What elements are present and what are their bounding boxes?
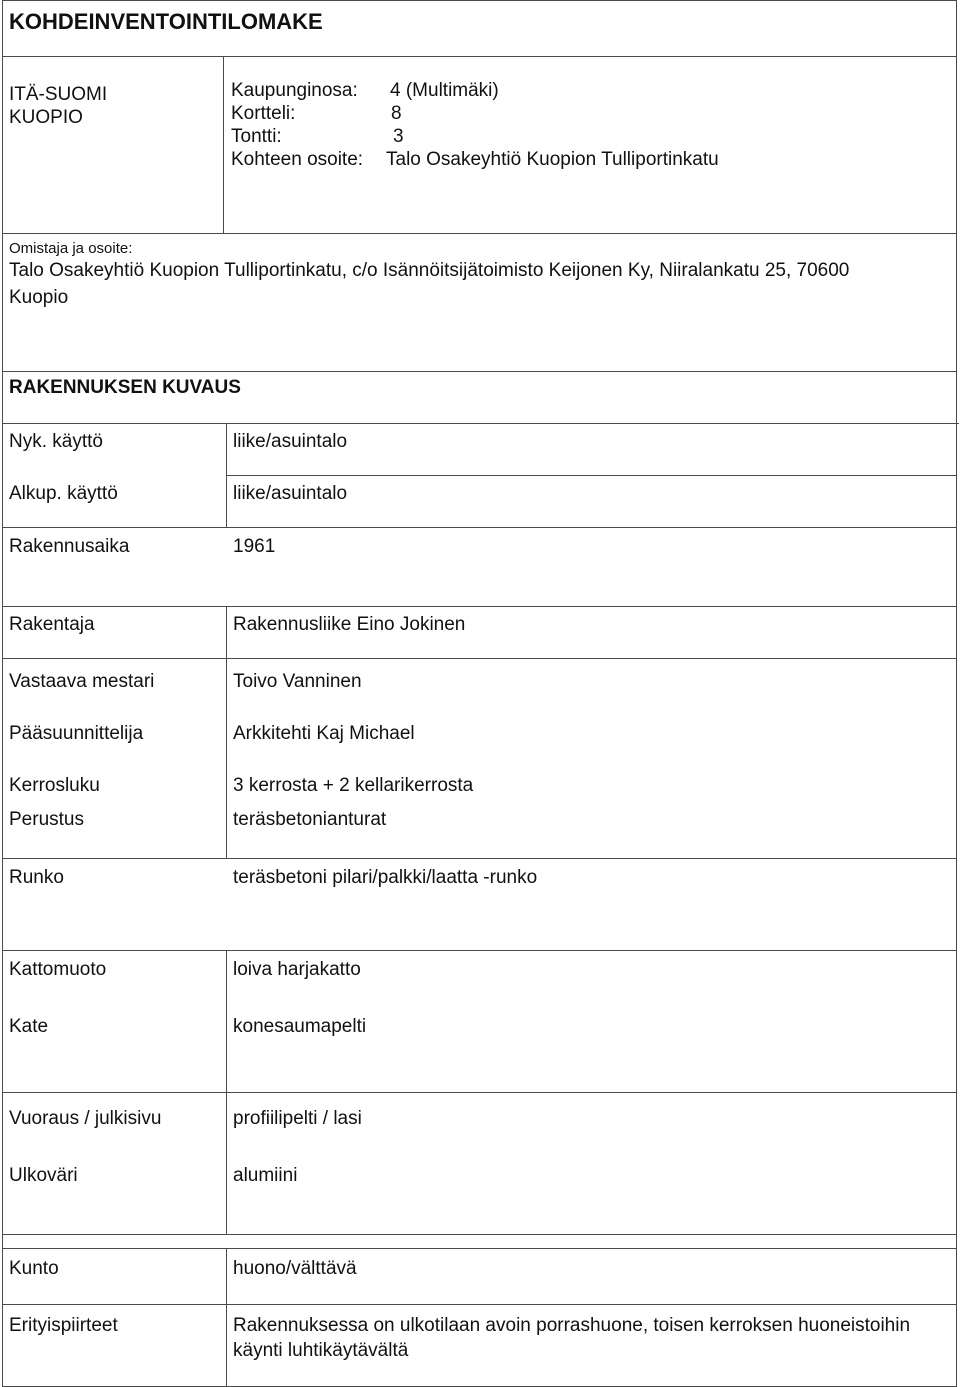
- rule: [2, 1248, 957, 1249]
- row-label: Alkup. käyttö: [9, 483, 118, 504]
- row-label: Kate: [9, 1016, 49, 1037]
- rule: [2, 233, 957, 234]
- row-label: Perustus: [9, 809, 84, 830]
- row-value: Rakennuksessa on ulkotilaan avoin porrashuone, toisen kerroksen huoneistoihin: [233, 1315, 911, 1336]
- rule: [2, 1092, 957, 1093]
- rule: [226, 475, 957, 476]
- row-label: Erityispiirteet: [9, 1315, 118, 1336]
- rule: [956, 0, 957, 1387]
- owner-label: Omistaja ja osoite:: [9, 240, 133, 257]
- row-value: Rakennusliike Eino Jokinen: [233, 614, 466, 635]
- row-value: Toivo Vanninen: [233, 671, 362, 692]
- row-label: Vastaava mestari: [9, 671, 155, 692]
- row-label: Kattomuoto: [9, 959, 107, 980]
- rule: [2, 606, 957, 607]
- row-label: Rakentaja: [9, 614, 95, 635]
- row-value: alumiini: [233, 1165, 298, 1186]
- row-label: Kunto: [9, 1258, 59, 1279]
- row-value: 3 kerrosta + 2 kellarikerrosta: [233, 775, 474, 796]
- city-text: KUOPIO: [9, 107, 83, 128]
- row-label: Runko: [9, 867, 64, 888]
- row-label: Pääsuunnittelija: [9, 723, 144, 744]
- row-label: Nyk. käyttö: [9, 431, 103, 452]
- page-title: KOHDEINVENTOINTILOMAKE: [9, 9, 323, 34]
- address-value: Talo Osakeyhtiö Kuopion Tulliportinkatu: [386, 149, 719, 170]
- rule: [2, 950, 957, 951]
- row-value: liike/asuintalo: [233, 431, 348, 452]
- row-value: profiilipelti / lasi: [233, 1108, 362, 1129]
- address-label: Kohteen osoite:: [231, 149, 364, 170]
- district-label: Kaupunginosa:: [231, 80, 358, 101]
- rule: [2, 56, 957, 57]
- rule: [226, 950, 227, 1092]
- owner-line-2: Kuopio: [9, 287, 69, 308]
- rule: [226, 1092, 227, 1234]
- rule: [2, 658, 957, 659]
- row-label: Rakennusaika: [9, 536, 130, 557]
- owner-line-1: Talo Osakeyhtiö Kuopion Tulliportinkatu, c/o Isännöitsijätoimisto Keijonen Ky, Niiralankatu 25, 70600: [9, 260, 850, 281]
- rule: [2, 0, 3, 1387]
- rule: [2, 527, 957, 528]
- row-value: Arkkitehti Kaj Michael: [233, 723, 415, 744]
- row-label: Kerrosluku: [9, 775, 100, 796]
- row-value-continued: käynti luhtikäytävältä: [233, 1340, 409, 1361]
- row-value: teräsbetoni pilari/palkki/laatta -runko: [233, 867, 538, 888]
- rule: [2, 858, 957, 859]
- plot-value: 3: [393, 126, 404, 147]
- row-value: 1961: [233, 536, 276, 557]
- row-label: Ulkoväri: [9, 1165, 78, 1186]
- block-value: 8: [391, 103, 402, 124]
- row-value: loiva harjakatto: [233, 959, 361, 980]
- region-text: ITÄ-SUOMI: [9, 84, 108, 105]
- rule: [226, 1248, 227, 1387]
- row-value: huono/välttävä: [233, 1258, 357, 1279]
- block-label: Kortteli:: [231, 103, 296, 124]
- row-value: konesaumapelti: [233, 1016, 367, 1037]
- rule: [2, 0, 957, 1]
- rule: [223, 56, 224, 233]
- row-label: Vuoraus / julkisivu: [9, 1108, 162, 1129]
- rule: [2, 423, 959, 424]
- rule: [2, 371, 957, 372]
- rule: [2, 1234, 957, 1235]
- district-value: 4 (Multimäki): [390, 80, 499, 101]
- rule: [226, 606, 227, 858]
- plot-label: Tontti:: [231, 126, 282, 147]
- row-value: liike/asuintalo: [233, 483, 348, 504]
- row-value: teräsbetonianturat: [233, 809, 387, 830]
- rule: [2, 1304, 957, 1305]
- section-heading: RAKENNUKSEN KUVAUS: [9, 377, 241, 398]
